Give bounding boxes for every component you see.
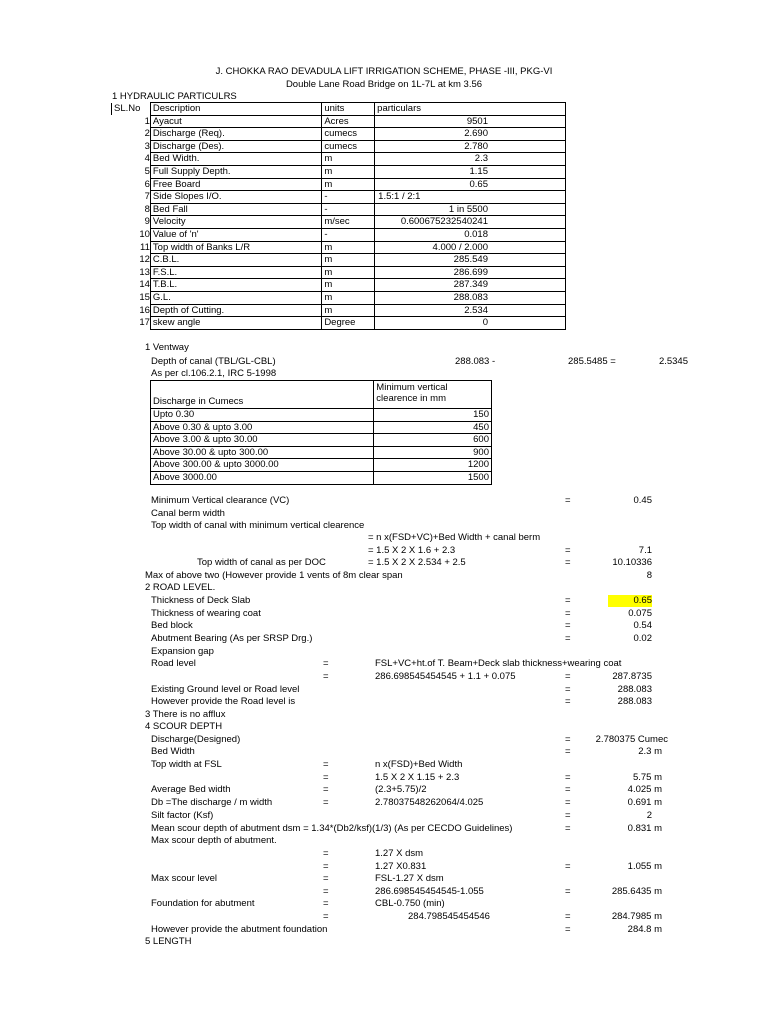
road-heading: 2 ROAD LEVEL.: [145, 582, 216, 593]
road-level-formula-2: 286.698545454545 + 1.1 + 0.075: [375, 671, 516, 682]
expansion-gap-label: Expansion gap: [151, 646, 214, 657]
cell-units: m: [322, 291, 375, 304]
cell-clearance-mm: 150: [374, 409, 492, 422]
cell-description: G.L.: [150, 291, 321, 304]
eq-sign: =: [565, 810, 571, 821]
abutment-bearing-label: Abutment Bearing (As per SRSP Drg.): [151, 633, 313, 644]
cell-particulars: 288.083: [375, 291, 566, 304]
table-row: [112, 304, 566, 317]
depth-value-c: 2.5345: [658, 356, 688, 367]
cell-particulars: 4.000 / 2.000: [375, 241, 566, 254]
eq-sign: =: [565, 772, 571, 783]
hydraulic-table: [111, 102, 566, 330]
cell-particulars: 0.600675232540241: [375, 216, 566, 229]
cell-units: -: [322, 191, 375, 204]
col-sl: SL.No: [112, 103, 151, 116]
eq-sign: =: [565, 684, 571, 695]
silt-label: Silt factor (Ksf): [151, 810, 214, 821]
col-particulars: particulars: [375, 103, 566, 116]
max-scour-label: Max scour depth of abutment.: [151, 835, 277, 846]
table-row: [112, 216, 566, 229]
foundation-value: 284.7985 m: [611, 911, 662, 922]
eq-sign: =: [565, 557, 571, 568]
eq-sign: =: [565, 784, 571, 795]
provide-foundation-value: 284.8 m: [627, 924, 662, 935]
cell-particulars: 1.5:1 / 2:1: [375, 191, 566, 204]
table-header-row: [112, 103, 566, 116]
afflux-heading: 3 There is no afflux: [145, 709, 226, 720]
clearance-row: [151, 434, 492, 447]
table-row: [112, 140, 566, 153]
foundation-formula-2: 284.798545454546: [408, 911, 490, 922]
cell-particulars: 2.3: [375, 153, 566, 166]
abutment-bearing-value: 0.02: [633, 633, 652, 644]
min-vc-label: Minimum Vertical clearance (VC): [151, 495, 290, 506]
cell-particulars: 2.690: [375, 128, 566, 141]
mean-scour-label: Mean scour depth of abutment dsm = 1.34*(Db2/ksf)(1/3) (As per CECDO Guidelines): [151, 823, 513, 834]
cell-particulars: 285.549: [375, 254, 566, 267]
cell-sl: 17: [112, 317, 151, 330]
road-level-value: 287.8735: [612, 671, 652, 682]
table-row: [112, 115, 566, 128]
berm-label: Canal berm width: [151, 508, 225, 519]
cell-units: cumecs: [322, 140, 375, 153]
cell-description: Depth of Cutting.: [150, 304, 321, 317]
cell-description: Velocity: [150, 216, 321, 229]
topwidth-formula-2: = 1.5 X 2 X 1.6 + 2.3: [368, 545, 456, 556]
eq-sign: =: [565, 620, 571, 631]
table-row: [112, 279, 566, 292]
table-row: [112, 165, 566, 178]
db-label: Db =The discharge / m width: [151, 797, 273, 808]
cell-sl: 2: [112, 128, 151, 141]
road-level-label: Road level: [151, 658, 196, 669]
cell-units: m: [322, 165, 375, 178]
cell-units: Acres: [322, 115, 375, 128]
road-level-formula-1: FSL+VC+ht.of T. Beam+Deck slab thickness+wearing coat: [375, 658, 622, 669]
bed-block-label: Bed block: [151, 620, 193, 631]
cell-particulars: 9501: [375, 115, 566, 128]
foundation-formula-1: CBL-0.750 (min): [375, 898, 445, 909]
bed-block-value: 0.54: [633, 620, 652, 631]
max-scour-value: 1.055 m: [627, 861, 662, 872]
col-description: Description: [150, 103, 321, 116]
cell-sl: 7: [112, 191, 151, 204]
eq-sign: =: [565, 696, 571, 707]
cell-sl: 10: [112, 228, 151, 241]
mean-scour-value: 0.831 m: [627, 823, 662, 834]
eq-sign: =: [565, 633, 571, 644]
discharge-label: Discharge(Designed): [151, 734, 241, 745]
provide-road-label: However provide the Road level is: [151, 696, 296, 707]
eq-sign: =: [323, 797, 329, 808]
eq-sign: =: [323, 873, 329, 884]
doc-value: 10.10336: [612, 557, 652, 568]
cell-clearance-mm: 900: [374, 446, 492, 459]
col-clearance-line1: Minimum vertical: [376, 382, 448, 393]
silt-value: 2: [646, 810, 652, 821]
eq-sign: =: [323, 759, 329, 770]
cell-description: Side Slopes I/O.: [150, 191, 321, 204]
cell-sl: 5: [112, 165, 151, 178]
eq-sign: =: [323, 898, 329, 909]
cell-description: Ayacut: [150, 115, 321, 128]
col-clearance: [374, 381, 492, 409]
topwidth-value: 7.1: [638, 545, 652, 556]
cell-units: m: [322, 304, 375, 317]
cell-description: skew angle: [150, 317, 321, 330]
cell-units: -: [322, 203, 375, 216]
max-scour-level-value: 285.6435 m: [611, 886, 662, 897]
col-units: units: [322, 103, 375, 116]
cell-discharge-range: Above 30.00 & upto 300.00: [151, 446, 374, 459]
cell-units: m: [322, 254, 375, 267]
avg-bed-width-value: 4.025 m: [627, 784, 662, 795]
cell-description: Full Supply Depth.: [150, 165, 321, 178]
cell-particulars: 2.534: [375, 304, 566, 317]
cell-description: Free Board: [150, 178, 321, 191]
eq-sign: =: [565, 734, 571, 745]
topwidth-formula-1: = n x(FSD+VC)+Bed Width + canal berm: [368, 532, 541, 543]
cell-sl: 16: [112, 304, 151, 317]
avg-bed-width-label: Average Bed width: [151, 784, 231, 795]
deck-value: 0.65: [608, 595, 652, 607]
cell-discharge-range: Above 300.00 & upto 3000.00: [151, 459, 374, 472]
cell-particulars: 286.699: [375, 266, 566, 279]
col-clearance-line2: clearence in mm: [376, 392, 446, 404]
max-value: 8: [646, 570, 652, 581]
table-row: [112, 254, 566, 267]
eq-sign: =: [323, 772, 329, 783]
clearance-row: [151, 471, 492, 484]
table-row: [112, 153, 566, 166]
eq-sign: =: [565, 495, 571, 506]
eq-sign: =: [323, 848, 329, 859]
scour-heading: 4 SCOUR DEPTH: [145, 721, 223, 732]
cell-clearance-mm: 1200: [374, 459, 492, 472]
cell-discharge-range: Above 3.00 & upto 30.00: [151, 434, 374, 447]
table-row: [112, 228, 566, 241]
cell-discharge-range: Above 0.30 & upto 3.00: [151, 421, 374, 434]
depth-label: Depth of canal (TBL/GL-CBL): [151, 356, 276, 367]
bed-width-value: 2.3 m: [638, 746, 662, 757]
cell-sl: 8: [112, 203, 151, 216]
clearance-table: [150, 380, 492, 485]
eq-sign: =: [565, 545, 571, 556]
cell-clearance-mm: 450: [374, 421, 492, 434]
eq-sign: =: [565, 608, 571, 619]
cell-sl: 3: [112, 140, 151, 153]
top-width-value: 5.75 m: [632, 772, 662, 783]
cell-description: Value of 'n': [150, 228, 321, 241]
doc-label: Top width of canal as per DOC: [197, 557, 326, 568]
depth-value-a: 288.083 -: [455, 356, 496, 367]
foundation-label: Foundation for abutment: [151, 898, 255, 909]
cell-units: -: [322, 228, 375, 241]
clearance-row: [151, 409, 492, 422]
table-row: [112, 191, 566, 204]
clearance-row: [151, 446, 492, 459]
cell-description: Discharge (Des).: [150, 140, 321, 153]
cell-clearance-mm: 600: [374, 434, 492, 447]
eq-sign: =: [565, 924, 571, 935]
cell-particulars: 0.018: [375, 228, 566, 241]
deck-label: Thickness of Deck Slab: [151, 595, 251, 606]
cell-units: m: [322, 178, 375, 191]
max-scour-formula-1: 1.27 X dsm: [375, 848, 424, 859]
cell-description: F.S.L.: [150, 266, 321, 279]
max-scour-level-label: Max scour level: [151, 873, 217, 884]
provide-foundation-label: However provide the abutment foundation: [151, 924, 328, 935]
wear-value: 0.075: [628, 608, 652, 619]
bed-width-label: Bed Width: [151, 746, 195, 757]
cell-units: m: [322, 279, 375, 292]
cell-particulars: 2.780: [375, 140, 566, 153]
cell-particulars: 1.15: [375, 165, 566, 178]
clearance-header-row: [151, 381, 492, 409]
top-width-formula-2: 1.5 X 2 X 1.15 + 2.3: [375, 772, 460, 783]
table-row: [112, 241, 566, 254]
table-row: [112, 317, 566, 330]
eq-sign: =: [565, 746, 571, 757]
cell-description: Top width of Banks L/R: [150, 241, 321, 254]
cell-sl: 11: [112, 241, 151, 254]
ventway-heading: 1 Ventway: [145, 342, 189, 353]
cell-clearance-mm: 1500: [374, 471, 492, 484]
cell-particulars: 1 in 5500: [375, 203, 566, 216]
cell-sl: 14: [112, 279, 151, 292]
cell-description: T.B.L.: [150, 279, 321, 292]
cell-description: Discharge (Req).: [150, 128, 321, 141]
table-row: [112, 128, 566, 141]
cell-units: cumecs: [322, 128, 375, 141]
topwidth-label: Top width of canal with minimum vertical clearence: [151, 520, 365, 531]
max-label: Max of above two (However provide 1 vents of 8m clear span: [145, 570, 403, 581]
top-width-label: Top width at FSL: [151, 759, 222, 770]
eq-sign: =: [565, 823, 571, 834]
eq-sign: =: [565, 671, 571, 682]
as-per-label: As per cl.106.2.1, IRC 5-1998: [151, 368, 277, 379]
eq-sign: =: [565, 861, 571, 872]
cell-units: m: [322, 153, 375, 166]
cell-sl: 4: [112, 153, 151, 166]
cell-particulars: 0.65: [375, 178, 566, 191]
avg-bed-width-formula: (2.3+5.75)/2: [375, 784, 427, 795]
cell-description: C.B.L.: [150, 254, 321, 267]
cell-sl: 6: [112, 178, 151, 191]
provide-road-value: 288.083: [617, 696, 652, 707]
cell-description: Bed Width.: [150, 153, 321, 166]
col-discharge: Discharge in Cumecs: [151, 381, 374, 409]
eq-sign: =: [323, 658, 329, 669]
table-row: [112, 178, 566, 191]
max-scour-formula-2: 1.27 X0.831: [375, 861, 427, 872]
length-heading: 5 LENGTH: [145, 936, 192, 947]
table-row: [112, 266, 566, 279]
eq-sign: =: [323, 671, 329, 682]
existing-gl-value: 288.083: [617, 684, 652, 695]
cell-discharge-range: Upto 0.30: [151, 409, 374, 422]
eq-sign: =: [565, 595, 571, 606]
eq-sign: =: [323, 784, 329, 795]
db-formula: 2.78037548262064/4.025: [375, 797, 484, 808]
cell-units: m/sec: [322, 216, 375, 229]
doc-formula: = 1.5 X 2 X 2.534 + 2.5: [368, 557, 466, 568]
eq-sign: =: [565, 886, 571, 897]
clearance-row: [151, 459, 492, 472]
eq-sign: =: [323, 886, 329, 897]
page-subtitle: Double Lane Road Bridge on 1L-7L at km 3.56: [285, 79, 483, 90]
discharge-value: 2.780375 Cumec: [595, 734, 668, 745]
cell-particulars: 287.349: [375, 279, 566, 292]
cell-sl: 15: [112, 291, 151, 304]
clearance-row: [151, 421, 492, 434]
eq-sign: =: [565, 797, 571, 808]
cell-units: m: [322, 241, 375, 254]
cell-sl: 13: [112, 266, 151, 279]
cell-sl: 9: [112, 216, 151, 229]
table-row: [112, 203, 566, 216]
db-value: 0.691 m: [627, 797, 662, 808]
page-title: J. CHOKKA RAO DEVADULA LIFT IRRIGATION SCHEME, PHASE -III, PKG-VI: [215, 66, 553, 77]
cell-units: m: [322, 266, 375, 279]
cell-discharge-range: Above 3000.00: [151, 471, 374, 484]
eq-sign: =: [323, 861, 329, 872]
eq-sign: =: [565, 911, 571, 922]
cell-sl: 1: [112, 115, 151, 128]
table-row: [112, 291, 566, 304]
min-vc-value: 0.45: [633, 495, 652, 506]
wear-label: Thickness of wearing coat: [151, 608, 261, 619]
cell-particulars: 0: [375, 317, 566, 330]
hydraulic-heading: 1 HYDRAULIC PARTICULRS: [112, 91, 237, 102]
existing-gl-label: Existing Ground level or Road level: [151, 684, 300, 695]
cell-description: Bed Fall: [150, 203, 321, 216]
max-scour-level-formula-2: 286.698545454545-1.055: [375, 886, 484, 897]
depth-value-b: 285.5485 =: [568, 356, 616, 367]
eq-sign: =: [323, 911, 329, 922]
max-scour-level-formula-1: FSL-1.27 X dsm: [375, 873, 444, 884]
top-width-formula-1: n x(FSD)+Bed Width: [375, 759, 463, 770]
cell-units: Degree: [322, 317, 375, 330]
cell-sl: 12: [112, 254, 151, 267]
